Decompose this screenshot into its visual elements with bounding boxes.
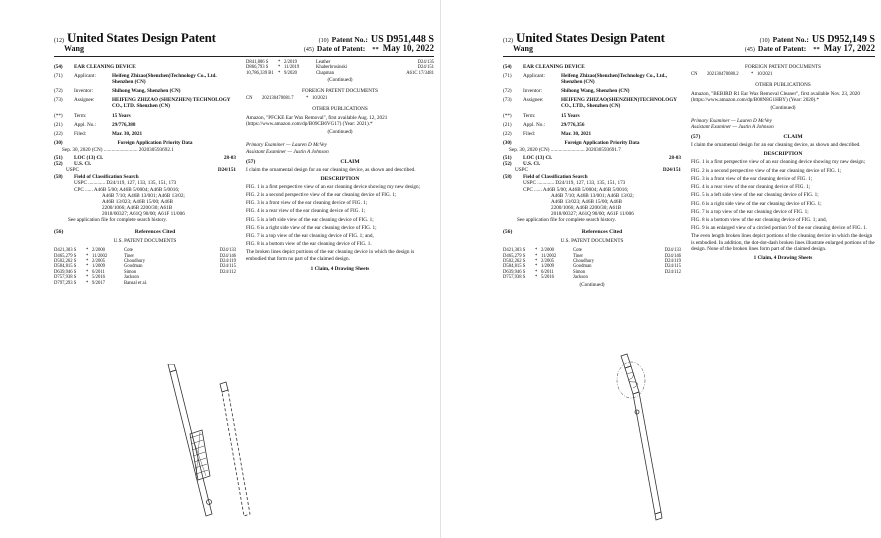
reference-row: D465,279 S * 11/2002 Tiner D24/146 [54,253,236,259]
patent-page-d952149 [441,0,881,538]
search-line: 2018/00327; A61Q 90/00; A61F 11/006 [551,210,634,217]
field-57: (57) CLAIM [246,158,360,165]
foreign-reference-row: CN 202130470080.2 * 10/2021 [691,72,773,78]
field-72: (72) Inventor: Shihong Wang, Shenzhen (CN) [503,88,630,95]
field-72: (72) Inventor: Shihong Wang, Shenzhen (CN) [54,88,181,95]
foreign-docs-title: FOREIGN PATENT DOCUMENTS [301,88,379,95]
patent-header-top [503,30,875,45]
description-paragraph: FIG. 3 is a front view of the ear cleaning device of FIG. 1; [691,175,813,182]
field-58: (58) Field of Classification Search [54,174,139,181]
field-term: (**) Term: 15 Years [54,112,131,119]
assistant-examiner: Assistant Examiner — Justin A Johnson [246,148,329,155]
ear-cleaner-drawing [591,352,691,532]
description-paragraph: FIG. 8 is a bottom view of the ear cleaning device of FIG. 1; and, [691,216,827,223]
patent-no-label: Patent No.: [772,35,809,44]
description-paragraph: FIG. 5 is a left side view of the ear cleaning device of FIG. 1; [246,216,374,223]
header-rule [503,56,875,57]
patent-number: US D951,448 S [370,34,434,45]
field-term: (**) Term: 15 Years [503,112,580,119]
date-label: Date of Patent: [757,44,807,53]
search-line: CPC ...... A46B 5/00; A46B 5/0004; A46B 5/0016; [74,186,180,193]
field-22: (22) Filed: Mar. 30, 2021 [54,130,143,137]
right-column [689,60,875,288]
priority-line: Sep. 30, 2020 (CN) .......................... 202030593692.1 [62,146,174,153]
patent-date: May 17, 2022 [823,43,875,53]
patent-no-label: Patent No.: [331,35,368,44]
search-line: See application file for complete search history. [517,216,616,223]
date-label: Date of Patent: [316,44,366,53]
date-star: ** [372,46,379,53]
patent-title: United States Design Patent [67,30,216,45]
search-line: USPC ............. D24/119, 127, 133, 135, 151, 173 [74,180,177,187]
reference-row: D584,815 S * 1/2009 Goodman D24/115 [54,264,236,270]
inid-code-12: (12) [54,38,64,44]
claim-text: I claim the ornamental design for an ear cleaning device, as shown and described. [246,166,416,173]
search-line: A46B 13/023; A46B 15/00; A46B [102,198,173,205]
search-line: 2200/1066; A46B 2200/30; A61B [102,204,173,211]
right-column [244,60,434,286]
reference-row: D639,946 S * 6/2011 Simon D24/112 [503,269,681,275]
description-paragraph: FIG. 2 is a second perspective view of the ear cleaning device of FIG. 1; [691,167,842,174]
description-paragraph: FIG. 5 is a left side view of the ear cleaning device of FIG. 1; [691,192,819,199]
patent-page-d951448 [0,0,440,538]
continued-label: (Continued) [327,77,353,84]
reference-row: 10,786,339 B1 * 9/2020 Chapman A61C 17/3481 [246,70,434,76]
foreign-reference-row: CN 202130470081.7 * 10/2021 [246,96,328,102]
patent-title: United States Design Patent [516,30,665,45]
description-paragraph: The even length broken lines depict portions of the cleaning device in which the design is embodied. In addition, the dot-dot-dash broken lines illustrate enlarged portions of the design. None of the broken lines form part of the claimed design. [691,233,875,252]
primary-examiner: Primary Examiner — Lauren D McVey [691,118,772,125]
field-56: (56) References Cited [503,229,623,236]
uspc-line: USPC D24/151 [66,167,236,174]
us-references-list [503,248,681,280]
continued-label: (Continued) [579,281,605,288]
reference-row: D841,806 S * 2/2019 Leather D24/135 [246,60,434,65]
description-paragraph: FIG. 1 is a first perspective view of an ear cleaning device showing my new design; [691,159,866,166]
other-publications-title: OTHER PUBLICATIONS [755,81,811,88]
inid-code-12: (12) [503,38,513,44]
description-paragraph: The broken lines depict portions of the ear cleaning device in which the design is embodied that form no part of the claimed design. [246,249,415,262]
field-51: (51) LOC (13) Cl. 28-03 [503,155,681,162]
uspc-line: USPC D24/151 [515,167,681,174]
search-line: A46B 7/10; A46B 13/001; A46B 13/02; [102,192,185,199]
reference-row: D584,815 S * 1/2009 Goodman D24/115 [503,264,681,270]
inid-code-45: (45) [303,47,314,53]
search-line: USPC ............. D24/119, 127, 133, 135, 151, 173 [523,180,626,187]
claims-sheets-footer: 1 Claim, 4 Drawing Sheets [753,254,813,261]
field-57: (57) CLAIM [691,134,803,141]
field-71: (71) Applicant: Heifeng Zhizao(Shenzhen)Technology Co., Ltd. Shenzhen (CN) [54,73,217,86]
patent-header-top [54,30,434,45]
us-references-list [54,248,236,286]
description-paragraph: FIG. 7 is a top view of the ear cleaning device of FIG. 1; and, [246,233,374,240]
claims-sheets-footer: 1 Claim, 4 Drawing Sheets [310,265,370,272]
reference-row: D866,793 S * 11/2019 Khaberbrosinski D24/151 [246,65,434,71]
left-column [503,60,689,288]
field-73: (73) Assignee: HEIFENG ZHIZAO (SHENZHEN) TECHNOLOGY CO., LTD. Shenzhen (CN) [54,97,231,110]
reference-row: D757,938 S * 5/2016 Jackson [503,275,588,281]
description-paragraph: FIG. 7 is a top view of the ear cleaning device of FIG. 1; [691,208,809,215]
description-paragraph: FIG. 6 is a right side view of the ear cleaning device of FIG. 1; [691,200,822,207]
other-publication-text: Amazon, "PFCKE Ear Wax Removal", first available Aug. 12, 2021 (https://www.amazon.com/dp/B09CB6VG17) (Year: 2021).* [246,114,388,128]
field-21: (21) Appl. No.: 29/776,388 [54,121,136,128]
field-51: (51) LOC (13) Cl. 28-03 [54,155,236,162]
description-paragraph: FIG. 9 is an enlarged view of a circled portion 9 of the ear cleaning device of FIG. 1. [691,225,868,232]
primary-examiner: Primary Examiner — Lauren D McVey [246,142,327,149]
description-title: DESCRIPTION [320,175,360,182]
inventor-short: Wang [513,44,534,53]
reference-row: D502,262 S * 2/2005 Choudhury D24/119 [503,258,681,264]
reference-row: D639,946 S * 6/2011 Simon D24/112 [54,269,236,275]
search-line: A46B 7/10; A46B 13/001; A46B 13/02; [551,192,634,199]
field-54: (54) EAR CLEANING DEVICE [503,64,585,70]
reference-row: D421,303 S * 2/2000 Cote D24/133 [503,248,681,254]
search-line: See application file for complete search history. [68,216,167,223]
foreign-docs-title: FOREIGN PATENT DOCUMENTS [744,64,822,70]
field-21: (21) Appl. No.: 29/776,356 [503,121,585,128]
field-73: (73) Assignee: HEIFENG ZHIZAO(SHENZHEN)TECHNOLOGY CO., LTD., Shenzhen (CN) [503,97,677,110]
inventor-short: Wang [64,44,85,53]
date-star: ** [813,46,820,53]
search-line: 2200/1066; A46B 2200/30; A61B [551,204,622,211]
field-52: (52) U.S. Cl. [54,161,92,168]
search-line: A46B 13/023; A46B 15/00; A46B [551,198,622,205]
continued-label: (Continued) [770,105,796,111]
inid-code-45: (45) [744,47,755,53]
patent-number: US D952,149 S [811,34,875,45]
field-30: (30) Foreign Application Priority Data [503,139,640,146]
reference-row: D421,303 S * 2/2000 Cote D24/133 [54,248,236,254]
reference-row: D465,279 S * 11/2002 Tiner D24/146 [503,253,681,259]
field-54: (54) EAR CLEANING DEVICE [54,64,136,70]
field-22: (22) Filed: Mar. 30, 2021 [503,130,592,137]
reference-row: D797,293 S * 9/2017 Bansal et al. [54,280,148,286]
search-line: CPC ...... A46B 5/00; A46B 5/0004; A46B 5/0016; [523,186,629,193]
field-56: (56) References Cited [54,229,176,236]
description-paragraph: FIG. 6 is a right side view of the ear cleaning device of FIG. 1; [246,224,377,231]
us-docs-title: U.S. PATENT DOCUMENTS [560,238,624,245]
header-rule [54,56,434,57]
description-paragraph: FIG. 2 is a second perspective view of the ear cleaning device of FIG. 1; [246,192,397,198]
ear-cleaner-drawing [150,364,260,524]
patent-date: May 10, 2022 [382,43,434,53]
description-title: DESCRIPTION [763,151,803,158]
description-paragraph: FIG. 1 is a first perspective view of an ear cleaning device showing my new design; [246,183,421,190]
other-publication-text: Amazon, "BEBIRD R1 Ear Wax Removal Cleaner", first available Nov. 23, 2020 (https://www.amazon.com/dp/B08N8G1HBY) (Year: 2020).* [691,90,860,103]
assistant-examiner: Assistant Examiner — Justin A Johnson [691,124,774,131]
left-column [54,60,244,286]
description-paragraph: FIG. 8 is a bottom view of the ear cleaning device of FIG. 1. [246,241,372,248]
reference-row: D502,262 S * 2/2005 Choudhury D24/119 [54,258,236,264]
description-paragraph: FIG. 3 is a front view of the ear cleaning device of FIG. 1; [246,200,368,207]
description-paragraph: FIG. 4 is a rear view of the ear cleaning device of FIG. 1; [691,184,811,191]
field-52: (52) U.S. Cl. [503,161,541,168]
continued-references [246,60,434,76]
priority-line: Sep. 30, 2020 (CN) .......................... 202030593691.7 [509,146,621,153]
field-30: (30) Foreign Application Priority Data [54,139,193,146]
inid-code-10: (10) [318,38,329,44]
inid-code-10: (10) [759,38,770,44]
us-docs-title: U.S. PATENT DOCUMENTS [113,238,177,245]
claim-text: I claim the ornamental design for an ear cleaning device, as shown and described. [691,142,861,149]
description-paragraph: FIG. 4 is a rear view of the ear cleaning device of FIG. 1; [246,208,366,215]
field-71: (71) Applicant: Heifeng Zhizao(Shenzhen)Technology Co., Ltd., Shenzhen (CN) [503,73,668,86]
continued-label: (Continued) [327,129,353,136]
field-58: (58) Field of Classification Search [503,174,588,181]
search-line: 2018/00327; A61Q 90/00; A61F 11/006 [102,210,185,217]
reference-row: D757,938 S * 5/2016 Jackson [54,275,139,281]
other-publications-title: OTHER PUBLICATIONS [312,105,368,112]
